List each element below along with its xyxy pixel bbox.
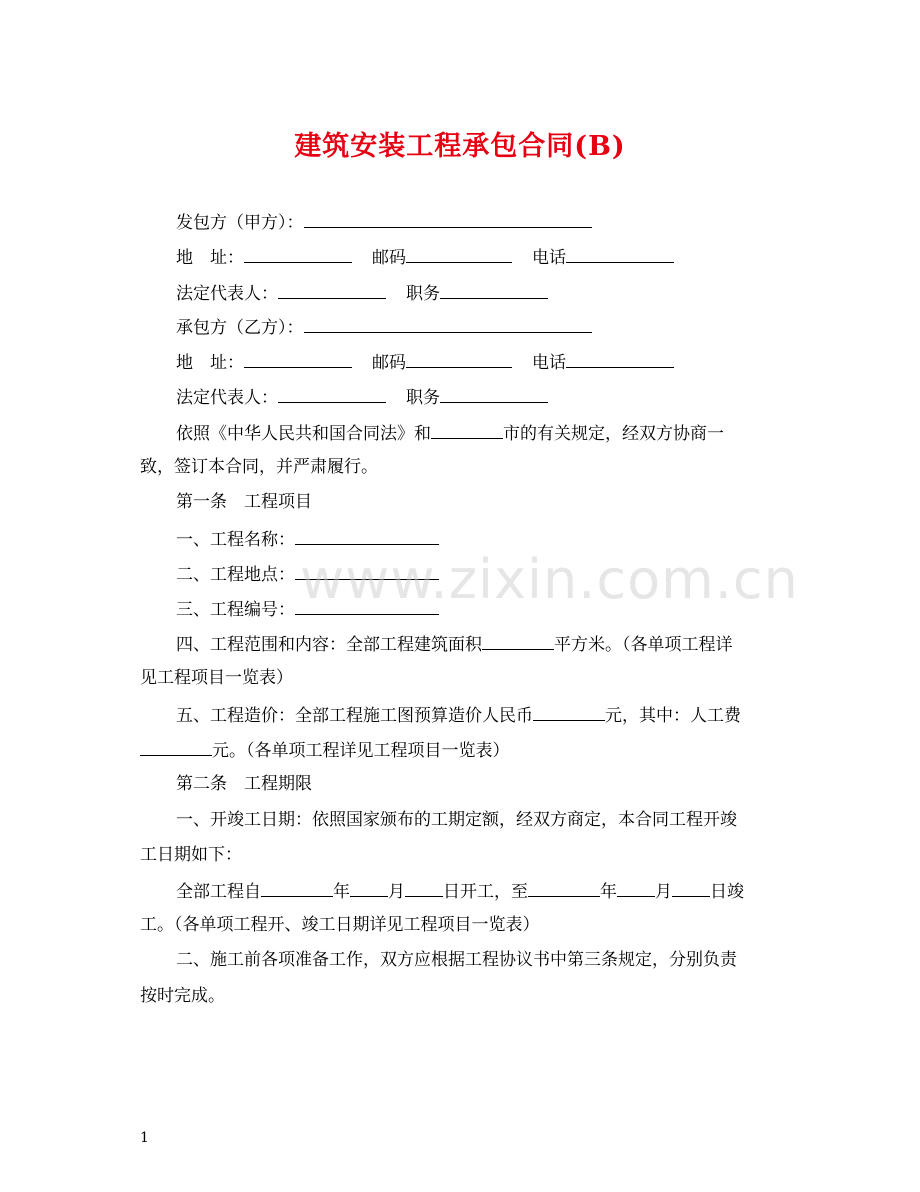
year-label-1: 年 [333,882,350,902]
project-scope-text-b: 平方米。（各单项工程详 [554,635,733,655]
party-a-contact-line [176,245,674,269]
watermark: www.zixin.com.cn [300,548,799,611]
party-a-position-label: 职务 [406,284,440,304]
party-b-contact-line [176,350,674,374]
party-a-postcode-blank [406,245,512,263]
party-b-rep-line [176,385,548,409]
party-b-postcode-label: 邮码 [372,353,406,373]
intro-text-a: 依照《中华人民共和国合同法》和 [176,424,431,444]
preparation-line-2: 按时完成。 [140,986,225,1006]
start-year-blank [261,879,333,897]
intro-text-b: 市的有关规定，经双方协商一 [503,424,724,444]
party-a-rep-label: 法定代表人： [176,284,278,304]
party-b-rep-label: 法定代表人： [176,388,278,408]
schedule-line-2: 工日期如下： [140,845,242,865]
labor-cost-blank [140,738,212,756]
party-b-line [176,315,592,339]
article-1-heading: 第一条 工程项目 [176,492,312,512]
document-title: 建筑安装工程承包合同(B) [294,131,626,162]
project-scope-line-2: 见工程项目一览表） [140,668,293,688]
year-label-2: 年 [600,882,617,902]
intro-line-1 [176,421,724,445]
area-blank [482,632,554,650]
cost-blank [533,703,605,721]
party-a-postcode-label: 邮码 [372,248,406,268]
party-b-rep-blank [278,385,386,403]
party-b-postcode-blank [406,350,512,368]
project-name-label: 一、工程名称： [176,530,295,550]
party-a-phone-blank [566,245,674,263]
month-label-2: 月 [655,882,672,902]
project-cost-text-c: 元。（各单项工程详见工程项目一览表） [212,741,510,761]
party-b-position-label: 职务 [406,388,440,408]
project-cost-text-b: 元，其中：人工费 [605,706,741,726]
party-a-rep-line [176,281,548,305]
dates-text-b: 日开工，至 [443,882,528,902]
party-a-address-label: 地 址： [176,248,244,268]
start-day-blank [405,879,443,897]
schedule-line-1: 一、开竣工日期：依照国家颁布的工期定额，经双方商定，本合同工程开竣 [176,810,737,830]
end-day-blank [672,879,710,897]
dates-text-c: 日竣 [710,882,744,902]
party-b-phone-label: 电话 [532,353,566,373]
party-a-line [176,210,592,234]
intro-line-2: 致，签订本合同，并严肃履行。 [140,457,378,477]
project-scope-text-a: 四、工程范围和内容：全部工程建筑面积 [176,635,482,655]
party-a-rep-blank [278,281,386,299]
project-scope-line-1 [176,632,733,656]
month-label-1: 月 [388,882,405,902]
end-month-blank [617,879,655,897]
page-number: 1 [140,1130,149,1146]
preparation-line-1: 二、施工前各项准备工作，双方应根据工程协议书中第三条规定，分别负责 [176,950,737,970]
project-location-label: 二、工程地点： [176,565,295,585]
project-cost-text-a: 五、工程造价：全部工程施工图预算造价人民币 [176,706,533,726]
end-year-blank [528,879,600,897]
dates-line-2: 工。（各单项工程开、竣工日期详见工程项目一览表） [140,915,540,935]
party-b-address-label: 地 址： [176,353,244,373]
party-b-address-blank [244,350,352,368]
party-a-blank [304,210,592,228]
dates-text-a: 全部工程自 [176,882,261,902]
party-a-address-blank [244,245,352,263]
party-a-phone-label: 电话 [532,248,566,268]
party-b-blank [304,315,592,333]
party-b-label: 承包方（乙方）： [176,318,304,338]
party-a-label: 发包方（甲方）： [176,213,304,233]
start-month-blank [350,879,388,897]
party-a-position-blank [440,281,548,299]
city-blank [431,421,503,439]
dates-line-1 [176,879,744,903]
project-number-label: 三、工程编号： [176,600,295,620]
article-2-heading: 第二条 工程期限 [176,774,312,794]
project-cost-line-2 [140,738,510,762]
project-cost-line-1 [176,703,741,727]
party-b-position-blank [440,385,548,403]
project-name-blank [295,527,439,545]
party-b-phone-blank [566,350,674,368]
